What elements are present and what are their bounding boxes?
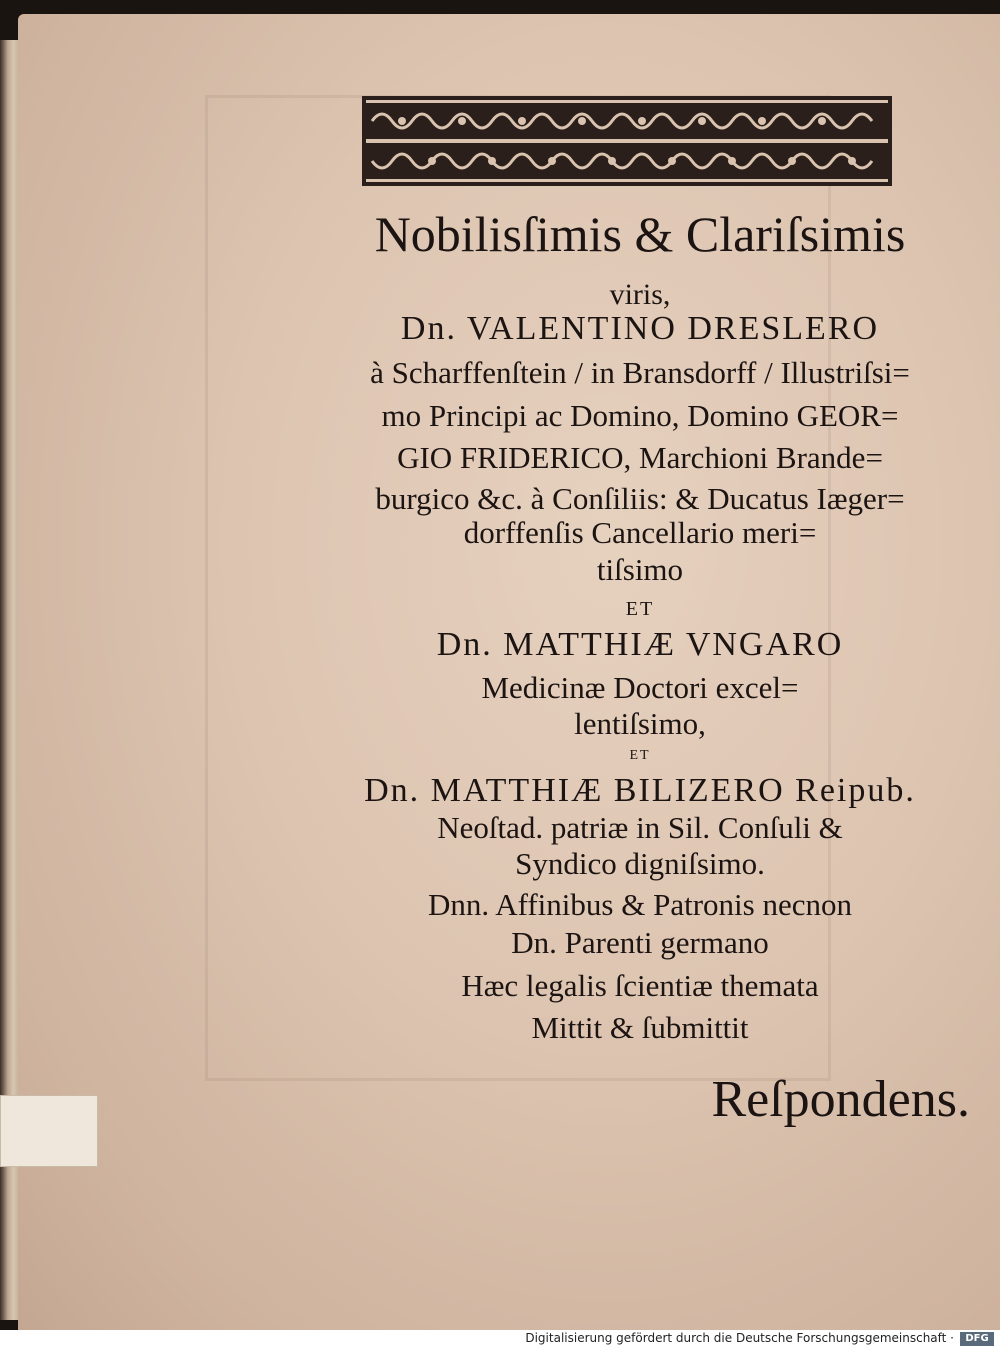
text-line: GIO FRIDERICO, Marchioni Brande= <box>397 440 883 475</box>
text-line: à Scharffenſtein / in Bransdorff / Illustriſsi= <box>370 355 910 390</box>
text-line: Dnn. Affinibus & Patronis necnon <box>428 887 852 922</box>
dfg-logo: DFG <box>960 1332 994 1346</box>
et-separator: ET <box>625 598 655 620</box>
text-line: Hæc legalis ſcientiæ themata <box>461 968 819 1003</box>
dedication-title: Nobilisſimis & Clariſsimis <box>374 206 906 262</box>
name-dresler: Dn. VALENTINO DRESLERO <box>400 310 880 347</box>
footer-credit: Digitalisierung gefördert durch die Deutsche Forschungsgemeinschaft · <box>525 1331 954 1345</box>
text-line: Neoſtad. patriæ in Sil. Conſuli & <box>437 810 843 845</box>
dedication-viris: viris, <box>609 278 671 311</box>
text-line: mo Principi ac Domino, Domino GEOR= <box>381 398 899 433</box>
name-bilizero: Dn. MATTHIÆ BILIZERO Reipub. <box>364 772 916 809</box>
text-line: Medicinæ Doctori excel= <box>481 670 799 705</box>
et-separator: ET <box>629 748 651 763</box>
text-line: Syndico digniſsimo. <box>515 846 765 881</box>
name-vngaro: Dn. MATTHIÆ VNGARO <box>436 626 844 663</box>
text-line: Mittit & ſubmittit <box>531 1010 749 1045</box>
footer-bar <box>0 1330 1000 1349</box>
respondens-signature: Reſpondens. <box>711 1071 970 1128</box>
text-line: Dn. Parenti germano <box>511 925 769 960</box>
text-line: tiſsimo <box>596 552 684 587</box>
text-line: lentiſsimo, <box>574 706 706 741</box>
text-line: burgico &c. à Conſiliis: & Ducatus Iæger= <box>375 481 905 516</box>
text-line: dorffenſis Cancellario meri= <box>463 515 817 550</box>
paper-tab <box>0 1095 98 1167</box>
ornament-border <box>362 96 892 186</box>
